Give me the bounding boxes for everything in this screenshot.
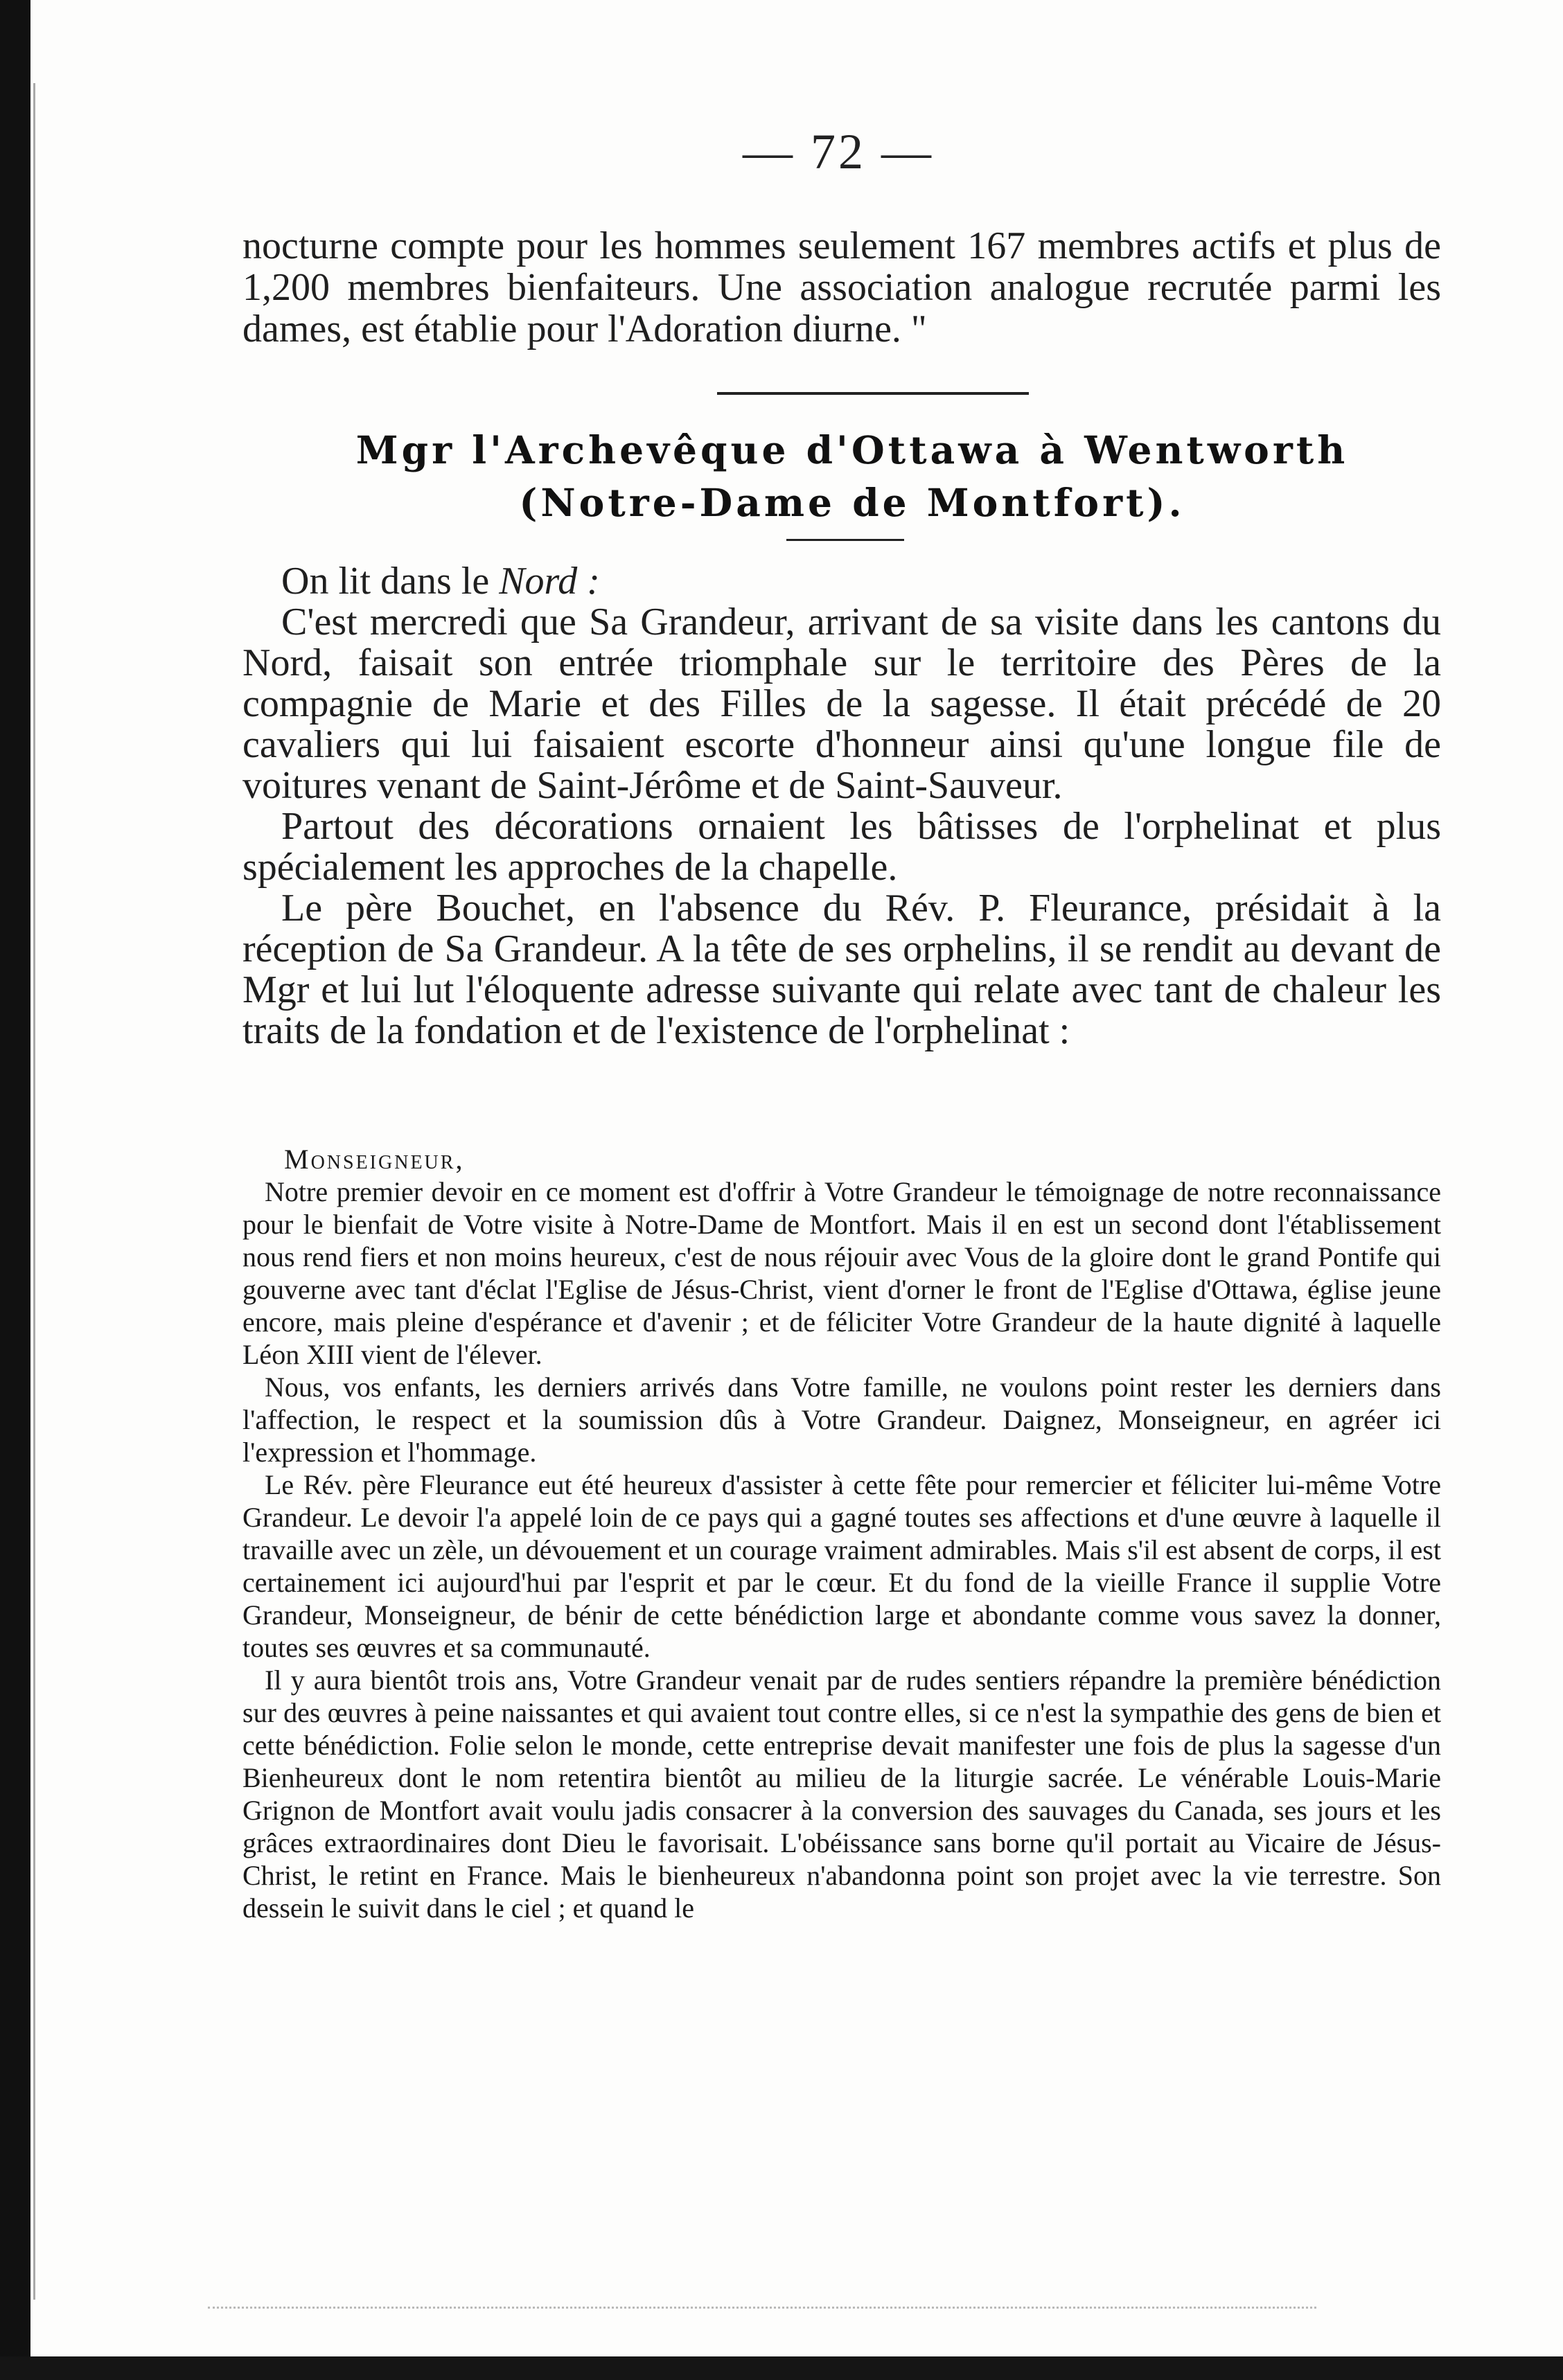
section-rule-bottom <box>786 539 904 541</box>
lead-paragraph-block <box>242 225 1441 350</box>
binding-shadow <box>0 0 30 2380</box>
address-salutation: Monseigneur, <box>284 1144 465 1175</box>
article-paragraph-2: Partout des décorations ornaient les bâtisses de l'orphelinat et plus spécialement les approches de la chapelle. <box>242 805 1441 889</box>
address-text <box>242 1143 1441 1924</box>
source-name: Nord : <box>499 560 600 603</box>
binding-edge-line <box>33 83 35 2300</box>
article-paragraph-1: C'est mercredi que Sa Grandeur, arrivant de sa visite dans les cantons du Nord, faisait son entrée triomphale sur le territoire des Pères de la compagnie de Marie et des Filles de la sagesse. Il était précédé de 20 cavaliers qui lui faisaient escorte d'honneur ainsi qu'une longue file de voitures venant de Saint-Jérôme et de Saint-Sauveur. <box>242 601 1441 807</box>
section-rule-top <box>717 392 1029 395</box>
article-title-line-1: Mgr l'Archevêque d'Ottawa à Wentworth <box>355 427 1349 472</box>
address-paragraph-1: Notre premier devoir en ce moment est d'offrir à Votre Grandeur le témoignage de notre reconnaissance pour le bienfait de Votre visite à Notre-Dame de Montfort. Mais il en est un second dont l'établissement nous rend fiers et non moins heureux, c'est de nous réjouir avec Vous de la gloire dont le grand Pontife qui gouverne avec tant d'éclat l'Eglise de Jésus-Christ, vient d'orner le front de l'Eglise d'Ottawa, église jeune encore, mais pleine d'espérance et d'avenir ; et de féliciter Votre Grandeur de la haute dignité à laquelle Léon XIII vient de l'élever. <box>242 1176 1441 1370</box>
source-line <box>242 561 1441 602</box>
page-number: — 72 — <box>743 124 934 179</box>
article-body <box>242 561 1441 1051</box>
address-paragraph-2: Nous, vos enfants, les derniers arrivés dans Votre famille, ne voulons point rester les derniers dans l'affection, le respect et la soumission dûs à Votre Grandeur. Daignez, Monseigneur, en agréer ici l'expression et l'hommage. <box>242 1371 1441 1468</box>
article-title-line-2: (Notre-Dame de Montfort). <box>519 480 1185 525</box>
source-line-text: On lit dans le <box>281 560 490 603</box>
print-noise <box>208 2307 1316 2311</box>
lead-paragraph: nocturne compte pour les hommes seulement 167 membres actifs et plus de 1,200 membres bienfaiteurs. Une association analogue recrutée parmi les dames, est établie pour l'Adoration diurne. " <box>242 224 1441 350</box>
article-title <box>263 424 1441 529</box>
address-paragraph-4: Il y aura bientôt trois ans, Votre Grandeur venait par de rudes sentiers répandre la première bénédiction sur des œuvres à peine naissantes et qui avaient tout contre elles, si ce n'est la sympathie des gens de bien et cette bénédiction. Folie selon le monde, cette entreprise devait manifester une fois de plus la sagesse d'un Bienheureux dont le nom retentira bientôt au milieu de la liturgie sacrée. Le vénérable Louis-Marie Grignon de Montfort avait voulu jadis consacrer à la conversion des sauvages du Canada, ses jours et les grâces extraordinaires dont Dieu le favorisait. L'obéissance sans borne qu'il portait au Vicaire de Jésus-Christ, le retint en France. Mais le bienheureux n'abandonna point son projet avec la vie terrestre. Son dessein le suivit dans le ciel ; et quand le <box>242 1664 1441 1924</box>
article-paragraph-3: Le père Bouchet, en l'absence du Rév. P. Fleurance, présidait à la réception de Sa Grandeur. A la tête de ses orphelins, il se rendit au devant de Mgr et lui lut l'éloquente adresse suivante qui relate avec tant de chaleur les traits de la fondation et de l'existence de l'orphelinat : <box>242 887 1441 1052</box>
address-paragraph-3: Le Rév. père Fleurance eut été heureux d'assister à cette fête pour remercier et féliciter lui-même Votre Grandeur. Le devoir l'a appelé loin de ce pays qui a gagné toutes ses affections et d'une œuvre à laquelle il travaille avec un zèle, un dévouement et un courage vraiment admirables. Mais s'il est absent de corps, il est certainement ici aujourd'hui par l'esprit et par le cœur. Et du fond de la vieille France il supplie Votre Grandeur, Monseigneur, de bénir de cette bénédiction large et abondante comme vous savez la donner, toutes ses œuvres et sa communauté. <box>242 1469 1441 1663</box>
bottom-page-edge <box>0 2356 1563 2380</box>
